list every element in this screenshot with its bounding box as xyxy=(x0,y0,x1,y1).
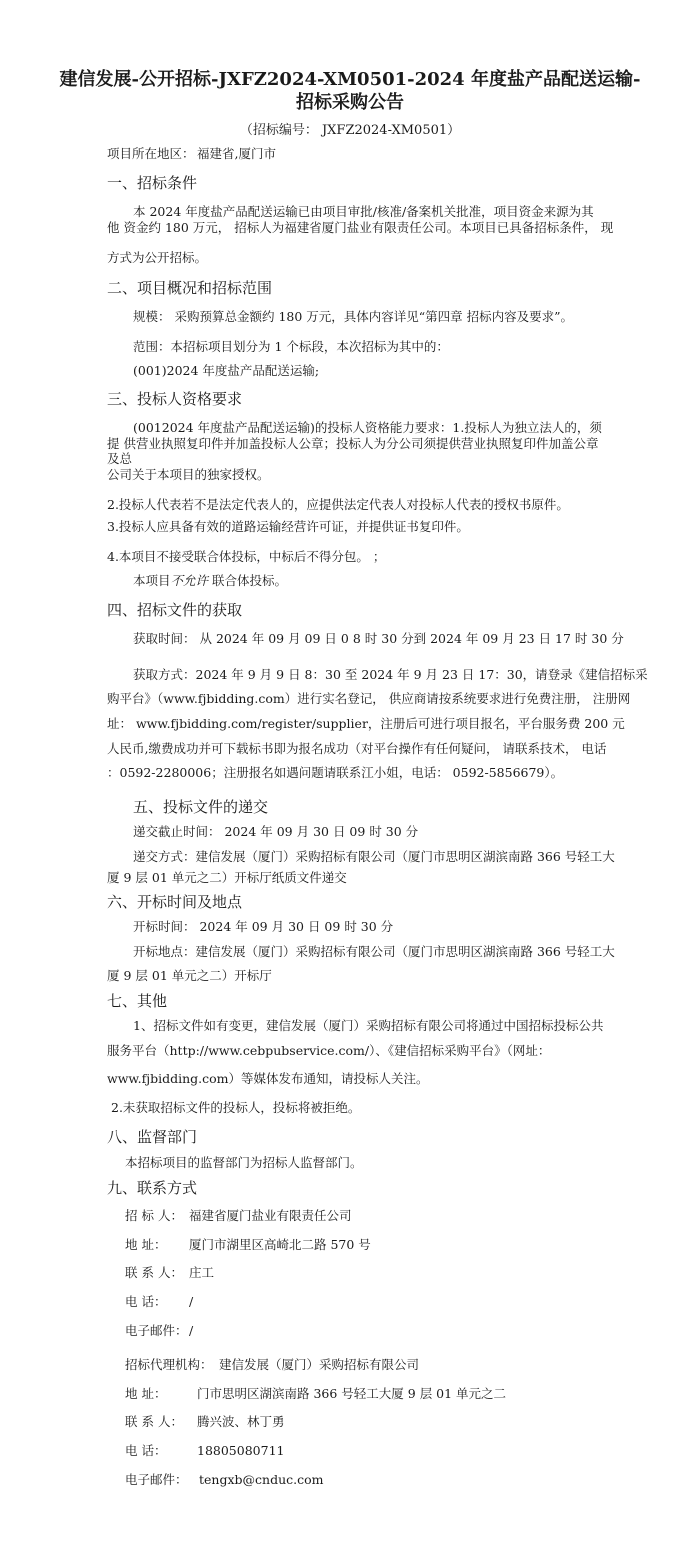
section-2-lot: (001)2024 年度盐产品配送运输; xyxy=(133,363,320,378)
section-2-range: 范围：本招标项目划分为 1 个标段，本次招标为其中的： xyxy=(133,339,449,354)
section-2-heading: 二、项目概况和招标范围 xyxy=(107,279,273,297)
section-4-method-line2: 购平台》（www.fjbidding.com）进行实名登记， 供应商请按系统要求进行免费注册， 注册网 xyxy=(107,691,631,706)
section-8-heading: 八、监督部门 xyxy=(107,1128,198,1146)
consortium-post: 联合体投标。 xyxy=(208,573,288,588)
tenderer-contact-label: 联 系 人： xyxy=(125,1265,183,1280)
tenderer-email-value: / xyxy=(189,1323,194,1338)
section-2-scale: 规模： 采购预算总金额约 180 万元，具体内容详见“第四章 招标内容及要求”。 xyxy=(133,309,574,324)
consortium-pre: 本项目 xyxy=(133,573,171,588)
section-5-method-line1: 递交方式：建信发展（厦门）采购招标有限公司（厦门市思明区湖滨南路 366 号轻工大 xyxy=(133,849,615,864)
document-title-line2: 招标采购公告 xyxy=(296,92,404,113)
section-6-heading: 六、开标时间及地点 xyxy=(107,893,243,911)
section-6-time: 开标时间： 2024 年 09 月 30 日 09 时 30 分 xyxy=(133,919,394,934)
section-4-heading: 四、招标文件的获取 xyxy=(107,601,243,619)
section-6-place-line1: 开标地点：建信发展（厦门）采购招标有限公司（厦门市思明区湖滨南路 366 号轻工大 xyxy=(133,944,615,959)
tenderer-address-label: 地 址： xyxy=(125,1237,167,1252)
section-6-place-line2: 厦 9 层 01 单元之二）开标厅 xyxy=(107,968,272,983)
section-4-method-line1: 获取方式：2024 年 9 月 9 日 8：30 至 2024 年 9 月 23 日 17：30，请登录《建信招标采 xyxy=(133,667,648,682)
agency-value: 建信发展（厦门）采购招标有限公司 xyxy=(219,1357,420,1372)
section-3-item-4: 4.本项目不接受联合体投标，中标后不得分包。 ； xyxy=(107,549,386,564)
region-label: 项目所在地区： xyxy=(107,146,195,161)
section-3-para-line3: 及总 xyxy=(107,451,133,466)
section-7-para-line2: 服务平台（http://www.cebpubservice.com/）、《建信招标采购平台》（网址： xyxy=(107,1043,551,1058)
agency-address-label: 地 址： xyxy=(125,1386,167,1401)
section-4-method-line3: 址： www.fjbidding.com/register/supplier，注册后可进行项目报名，平台服务费 200 元 xyxy=(107,716,625,731)
tenderer-phone-value: / xyxy=(189,1294,194,1309)
section-5-heading: 五、投标文件的递交 xyxy=(133,798,269,816)
agency-phone-label: 电 话： xyxy=(125,1443,167,1458)
section-1-para-line3: 方式为公开招标。 xyxy=(107,250,208,265)
tenderer-value: 福建省厦门盐业有限责任公司 xyxy=(189,1208,352,1223)
tenderer-label: 招 标 人： xyxy=(125,1208,183,1223)
section-5-method-line2: 厦 9 层 01 单元之二）开标厅纸质文件递交 xyxy=(107,870,347,885)
section-3-para-line1: (0012024 年度盐产品配送运输)的投标人资格能力要求：1.投标人为独立法人的，须 xyxy=(133,420,602,435)
tenderer-email-label: 电子邮件： xyxy=(125,1323,188,1338)
agency-label: 招标代理机构： xyxy=(125,1357,213,1372)
section-1-para-line1: 本 2024 年度盐产品配送运输已由项目审批/核准/备案机关批准，项目资金来源为其 xyxy=(133,204,594,219)
section-3-item-3: 3.投标人应具备有效的道路运输经营许可证，并提供证书复印件。 xyxy=(107,519,469,534)
section-1-heading: 一、招标条件 xyxy=(107,174,198,192)
section-5-deadline: 递交截止时间： 2024 年 09 月 30 日 09 时 30 分 xyxy=(133,824,419,839)
section-8-para: 本招标项目的监督部门为招标人监督部门。 xyxy=(125,1155,363,1170)
section-7-item-2: 2.未获取招标文件的投标人，投标将被拒绝。 xyxy=(111,1100,361,1115)
document-title-line1: 建信发展-公开招标-JXFZ2024-XM0501-2024 年度盐产品配送运输- xyxy=(59,69,641,90)
agency-contact-value: 腾兴波、林丁勇 xyxy=(197,1414,285,1429)
section-4-method-line5: ：0592-2280006；注册报名如遇问题请联系江小姐，电话： 0592-5856679）。 xyxy=(107,765,564,780)
section-3-consortium-note xyxy=(133,573,287,589)
section-4-time: 获取时间： 从 2024 年 09 月 09 日 0 8 时 30 分到 2024 年 09 月 23 日 17 时 30 分 xyxy=(133,631,624,646)
section-4-method-line4: 人民币,缴费成功并可下载标书即为报名成功（对平台操作有任何疑问， 请联系技术， 电话 xyxy=(107,741,607,756)
section-1-para-line2: 他 资金约 180 万元， 招标人为福建省厦门盐业有限责任公司。本项目已具备招标条件， 现 xyxy=(107,220,614,235)
tenderer-contact-value: 庄工 xyxy=(189,1265,215,1280)
section-7-para-line1: 1、招标文件如有变更，建信发展（厦门）采购招标有限公司将通过中国招标投标公共 xyxy=(133,1018,604,1033)
section-7-heading: 七、其他 xyxy=(107,992,168,1010)
agency-address-value: 门市思明区湖滨南路 366 号轻工大厦 9 层 01 单元之二 xyxy=(197,1386,507,1401)
section-3-para-line2: 提 供营业执照复印件并加盖投标人公章；投标人为分公司须提供营业执照复印件加盖公章 xyxy=(107,436,599,451)
agency-email-label: 电子邮件： xyxy=(125,1472,188,1487)
tenderer-phone-label: 电 话： xyxy=(125,1294,167,1309)
consortium-not-allowed: 不允许 xyxy=(170,573,209,588)
section-9-heading: 九、联系方式 xyxy=(107,1179,198,1197)
section-3-para-line4: 公司关于本项目的独家授权。 xyxy=(107,467,270,482)
tenderer-address-value: 厦门市湖里区高崎北二路 570 号 xyxy=(189,1237,371,1252)
section-7-para-line3: www.fjbidding.com）等媒体发布通知，请投标人关注。 xyxy=(107,1071,429,1086)
region-value: 福建省,厦门市 xyxy=(197,146,276,161)
agency-contact-label: 联 系 人： xyxy=(125,1414,183,1429)
agency-phone-value: 18805080711 xyxy=(197,1443,285,1458)
bid-number: （招标编号： JXFZ2024-XM0501） xyxy=(239,123,461,138)
section-3-item-2: 2.投标人代表若不是法定代表人的，应提供法定代表人对投标人代表的授权书原件。 xyxy=(107,497,569,512)
section-3-heading: 三、投标人资格要求 xyxy=(107,390,243,408)
agency-email-value: tengxb@cnduc.com xyxy=(199,1472,324,1487)
